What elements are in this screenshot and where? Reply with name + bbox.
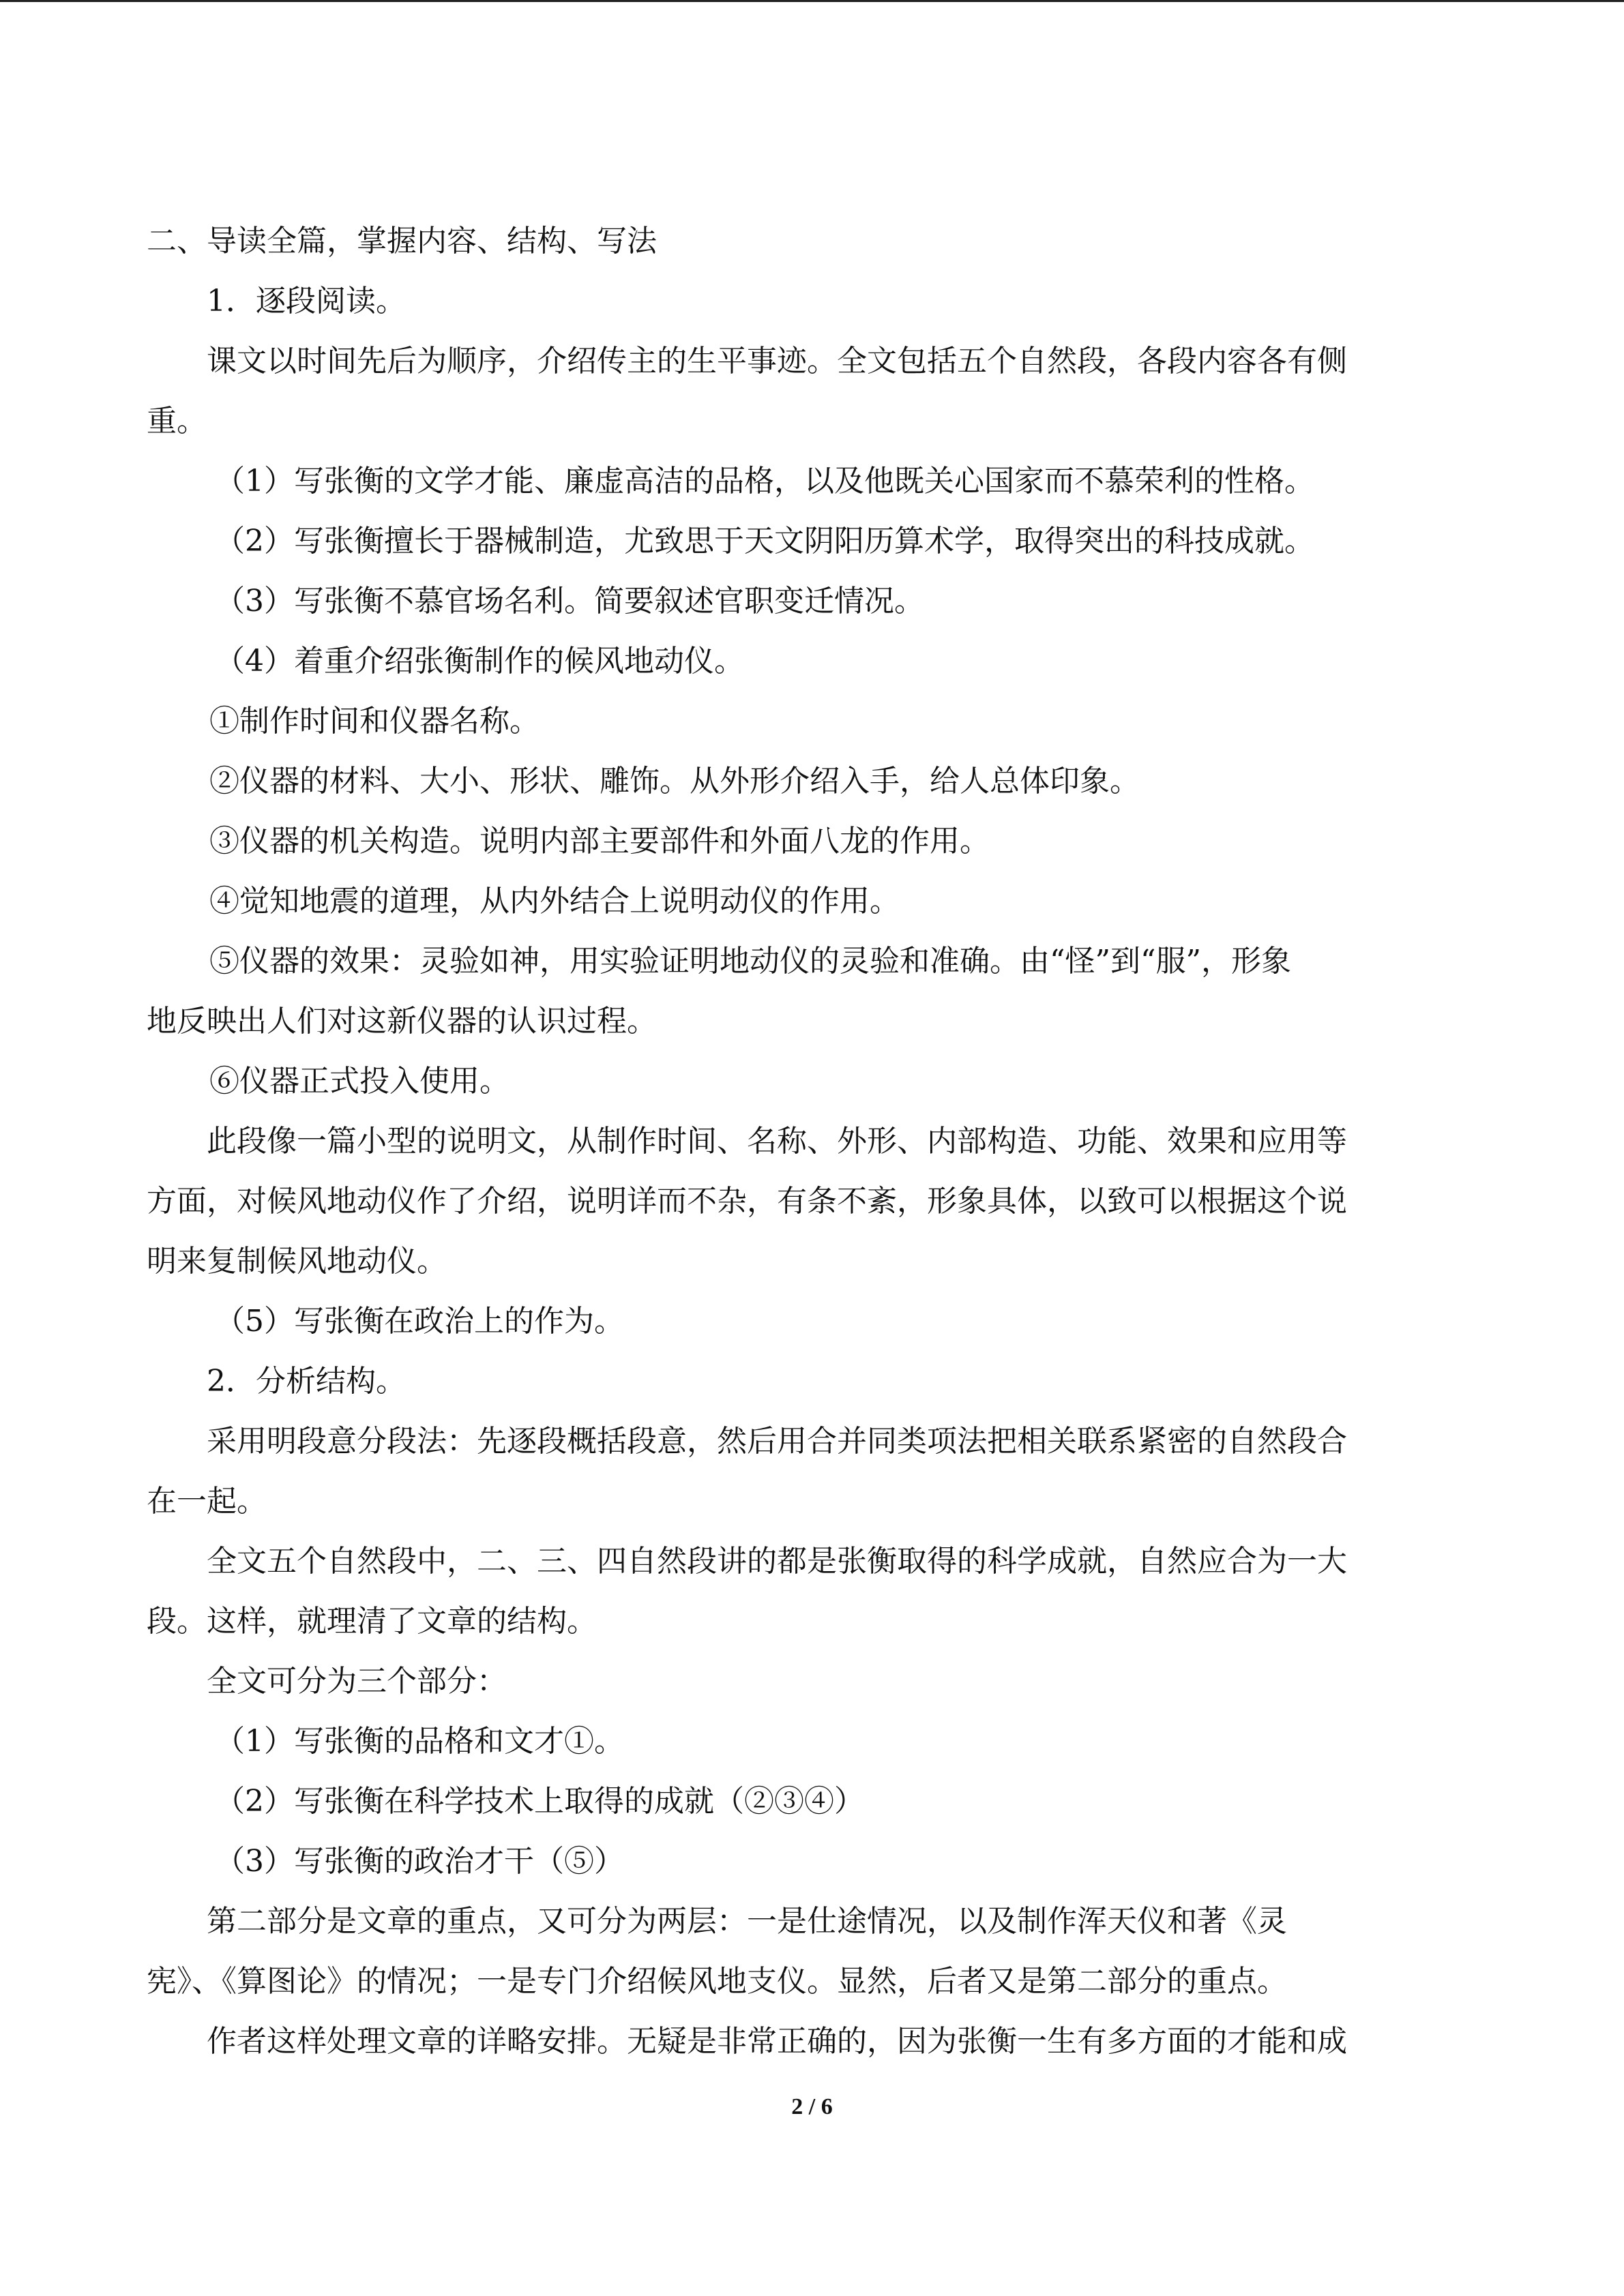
- list-item: ①制作时间和仪器名称。: [209, 704, 540, 739]
- list-item: （4）着重介绍张衡制作的候风地动仪。: [215, 644, 744, 679]
- list-item: （2）写张衡擅长于器械制造，尤致思于天文阴阳历算术学，取得突出的科技成就。: [215, 524, 1314, 558]
- paragraph-line: 明来复制候风地动仪。: [147, 1244, 447, 1279]
- paragraph-line: 第二部分是文章的重点，又可分为两层：一是仕途情况，以及制作浑天仪和著《灵: [207, 1904, 1287, 1939]
- list-item: （1）写张衡的品格和文才①。: [215, 1724, 624, 1759]
- subsection-heading: 2．分析结构。: [207, 1364, 406, 1399]
- list-item: ⑤仪器的效果：灵验如神，用实验证明地动仪的灵验和准确。由“怪”到“服”，形象: [209, 944, 1291, 979]
- list-item: ④觉知地震的道理，从内外结合上说明动仪的作用。: [209, 884, 900, 919]
- paragraph-line: 地反映出人们对这新仪器的认识过程。: [147, 1004, 657, 1039]
- paragraph-line: 全文五个自然段中，二、三、四自然段讲的都是张衡取得的科学成就，自然应合为一大: [207, 1544, 1347, 1579]
- page-number: 2 / 6: [791, 2094, 833, 2119]
- paragraph-line: 此段像一篇小型的说明文，从制作时间、名称、外形、内部构造、功能、效果和应用等: [207, 1124, 1347, 1159]
- paragraph-line: 作者这样处理文章的详略安排。无疑是非常正确的，因为张衡一生有多方面的才能和成: [207, 2024, 1347, 2059]
- paragraph-line: 段。这样，就理清了文章的结构。: [147, 1604, 597, 1639]
- paragraph-line: 课文以时间先后为顺序，介绍传主的生平事迹。全文包括五个自然段，各段内容各有侧: [207, 344, 1347, 378]
- list-item: （3）写张衡不慕官场名利。简要叙述官职变迁情况。: [215, 584, 924, 618]
- list-item: （2）写张衡在科学技术上取得的成就（②③④）: [215, 1784, 864, 1819]
- list-item: （3）写张衡的政治才干（⑤）: [215, 1844, 624, 1879]
- paragraph-line: 重。: [147, 404, 207, 438]
- paragraph-line: 全文可分为三个部分：: [207, 1664, 507, 1699]
- paragraph-line: 宪》、《算图论》的情况；一是专门介绍候风地支仪。显然，后者又是第二部分的重点。: [147, 1964, 1287, 1999]
- list-item: （1）写张衡的文学才能、廉虚高洁的品格，以及他既关心国家而不慕荣利的性格。: [215, 464, 1314, 498]
- paragraph-line: 在一起。: [147, 1484, 267, 1519]
- list-item: （5）写张衡在政治上的作为。: [215, 1304, 624, 1339]
- subsection-heading: 1．逐段阅读。: [207, 284, 406, 318]
- paragraph-line: 采用明段意分段法：先逐段概括段意，然后用合并同类项法把相关联系紧密的自然段合: [207, 1424, 1347, 1459]
- list-item: ⑥仪器正式投入使用。: [209, 1064, 510, 1099]
- page-top-border: [0, 0, 1624, 2]
- list-item: ③仪器的机关构造。说明内部主要部件和外面八龙的作用。: [209, 824, 990, 859]
- section-heading: 二、导读全篇，掌握内容、结构、写法: [147, 224, 657, 258]
- document-body: [147, 211, 1456, 2072]
- paragraph-line: 方面，对候风地动仪作了介绍，说明详而不杂，有条不紊，形象具体，以致可以根据这个说: [147, 1184, 1347, 1219]
- list-item: ②仪器的材料、大小、形状、雕饰。从外形介绍入手，给人总体印象。: [209, 764, 1140, 799]
